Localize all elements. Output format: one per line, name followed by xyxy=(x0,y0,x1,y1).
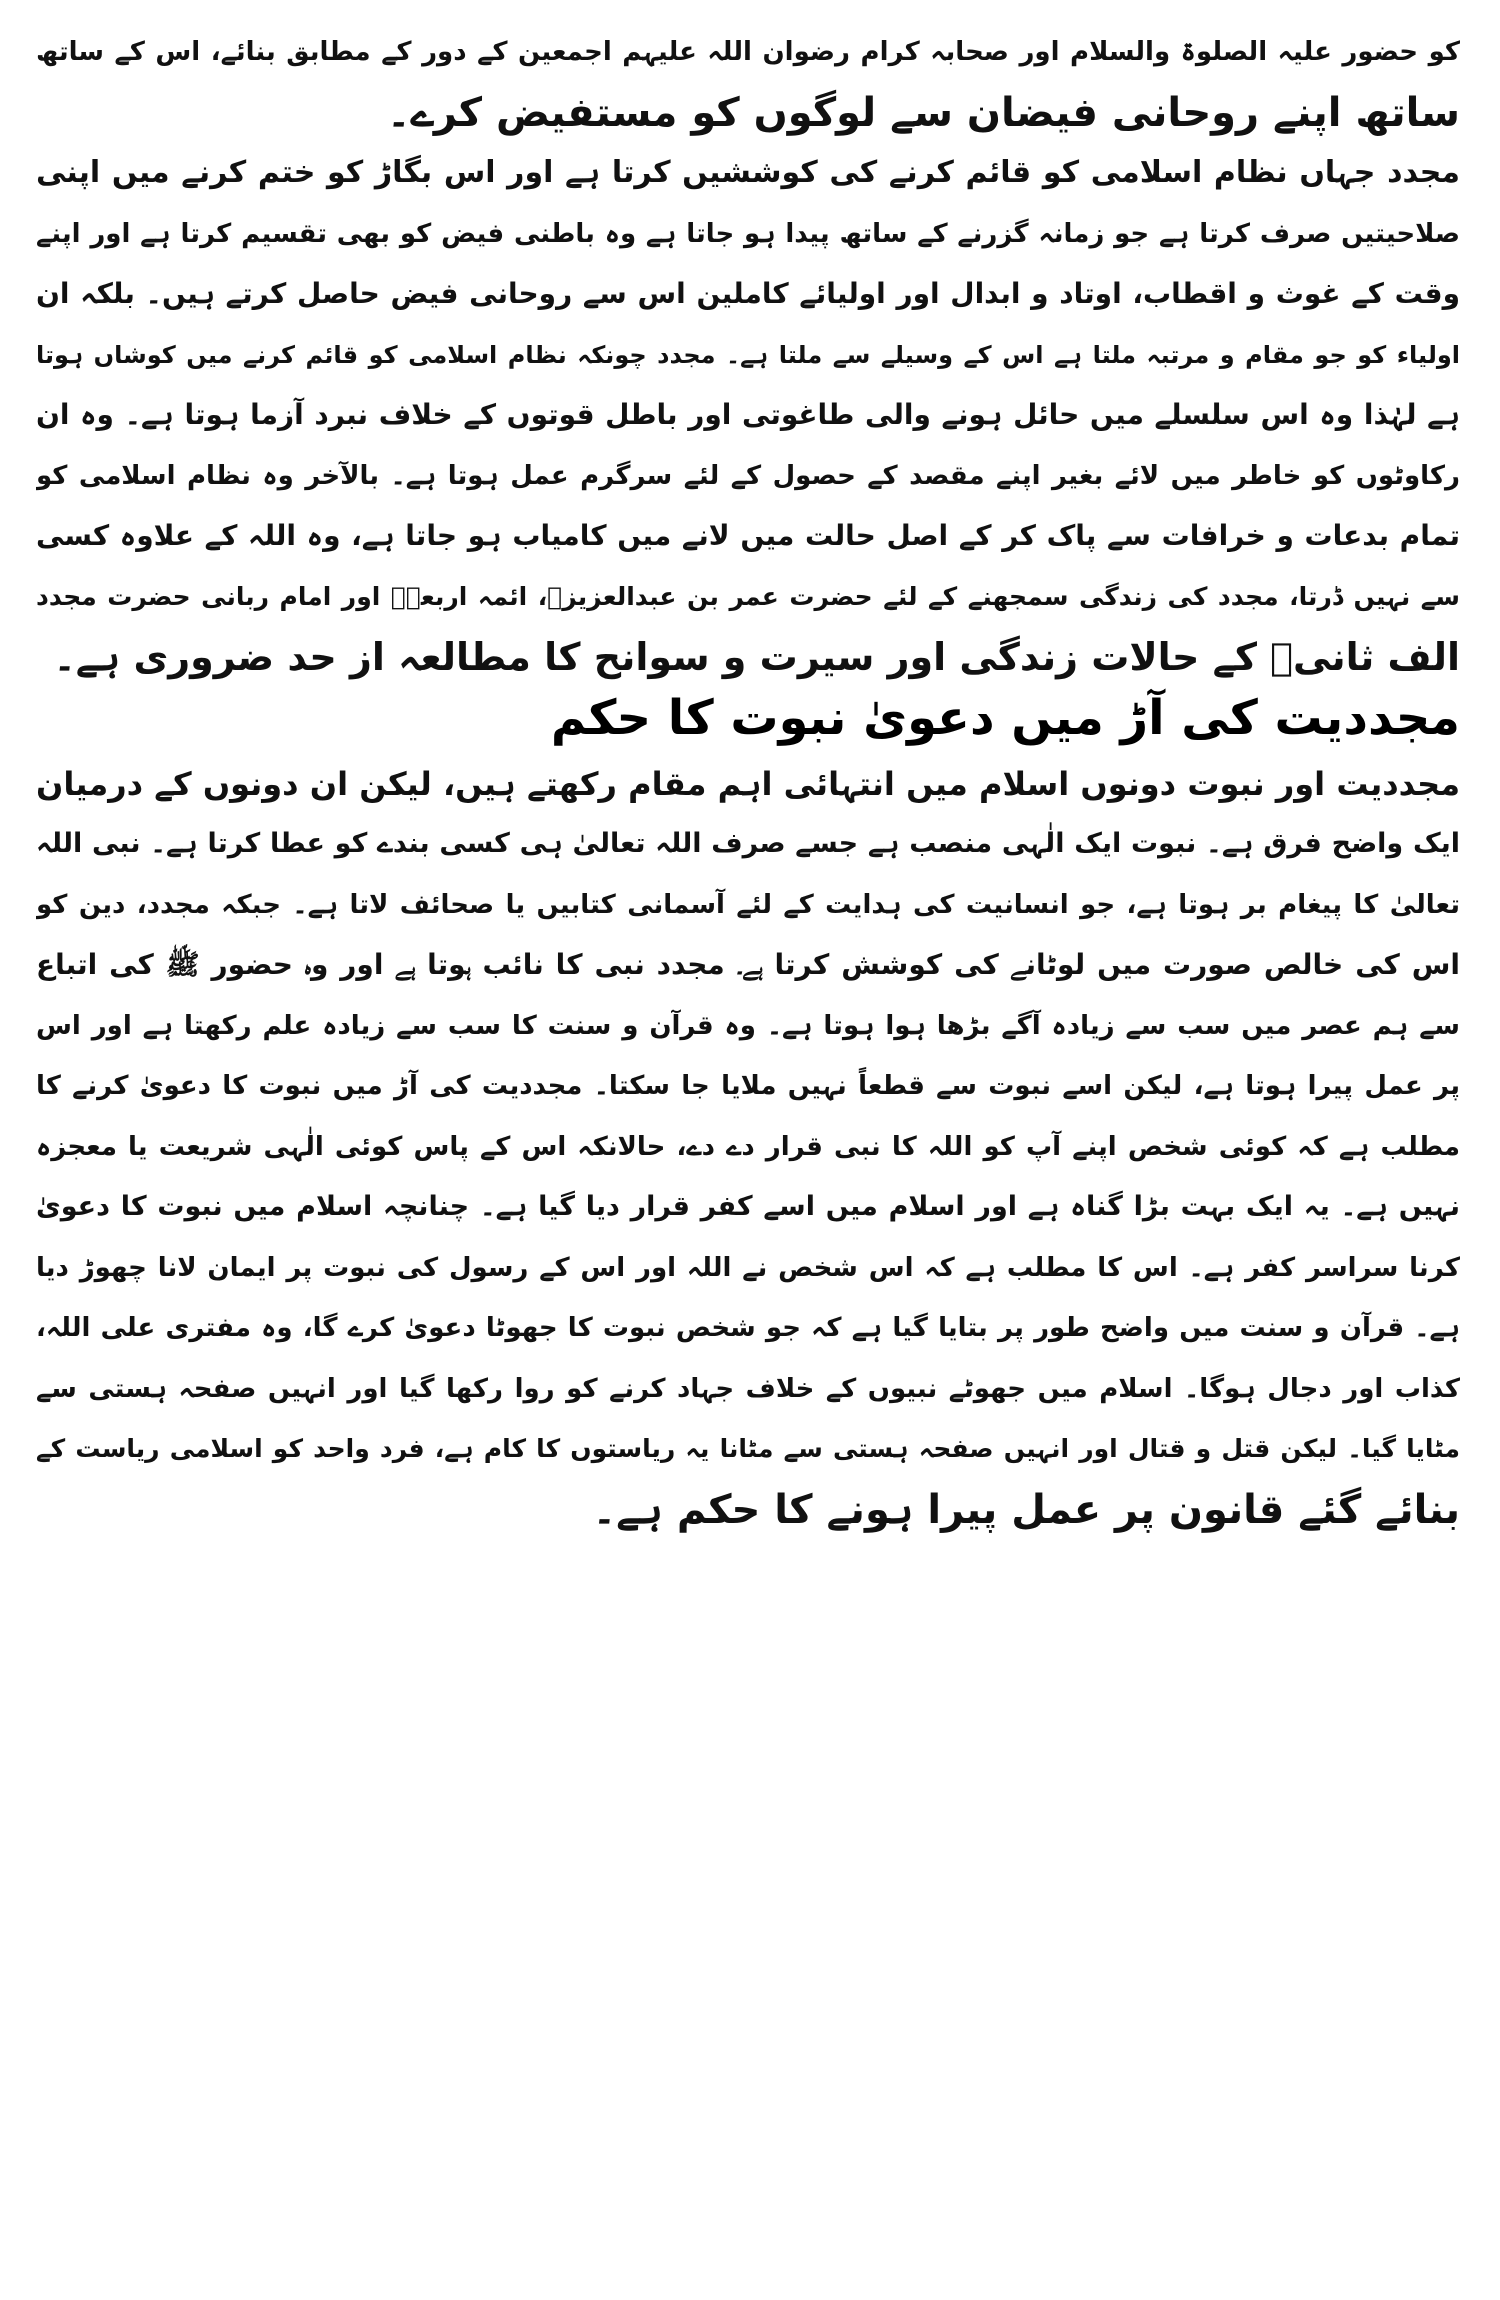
text-line: نہیں ہے۔ یہ ایک بہت بڑا گناہ ہے اور اسلام میں اسے کفر قرار دیا گیا ہے۔ چنانچہ اسلام میں نبوت کا دعویٰ xyxy=(36,1191,1460,1222)
text-line: سے نہیں ڈرتا، مجدد کی زندگی سمجھنے کے لئے حضرت عمر بن عبدالعزیزؒ، ائمہ اربعہؒ اور امام ربانی حضرت مجدد xyxy=(36,581,1460,611)
text-line: ایک واضح فرق ہے۔ نبوت ایک الٰہی منصب ہے جسے صرف اللہ تعالیٰ ہی کسی بندے کو عطا کرتا ہے۔ نبی اللہ xyxy=(36,828,1460,859)
text-line: تمام بدعات و خرافات سے پاک کر کے اصل حالت میں لانے میں کامیاب ہو جاتا ہے، وہ اللہ کے علاوہ کسی xyxy=(36,519,1460,552)
text-line: کو حضور علیہ الصلوۃ والسلام اور صحابہ کرام رضوان اللہ علیہم اجمعین کے دور کے مطابق بنائے، اس کے ساتھ xyxy=(36,37,1460,67)
text-line: اولیاء کو جو مقام و مرتبہ ملتا ہے اس کے وسیلے سے ملتا ہے۔ مجدد چونکہ نظام اسلامی کو قائم کرنے میں کوشاں ہوتا xyxy=(36,340,1460,369)
text-line: تعالیٰ کا پیغام بر ہوتا ہے، جو انسانیت کی ہدایت کے لئے آسمانی کتابیں یا صحائف لاتا ہے۔ جبکہ مجدد، دین کو xyxy=(36,889,1460,920)
text-line: وقت کے غوث و اقطاب، اوتاد و ابدال اور اولیائے کاملین اس سے روحانی فیض حاصل کرتے ہیں۔ بلکہ ان xyxy=(36,277,1460,310)
text-line: کرنا سراسر کفر ہے۔ اس کا مطلب ہے کہ اس شخص نے اللہ اور اس کے رسول کی نبوت پر ایمان لانا چھوڑ دیا xyxy=(36,1252,1460,1283)
text-line: ہے۔ قرآن و سنت میں واضح طور پر بتایا گیا ہے کہ جو شخص نبوت کا جھوٹا دعویٰ کرے گا، وہ مفتری علی اللہ، xyxy=(36,1313,1460,1343)
text-line: مطلب ہے کہ کوئی شخص اپنے آپ کو اللہ کا نبی قرار دے دے، حالانکہ اس کے پاس کوئی الٰہی شریعت یا معجزہ xyxy=(36,1131,1460,1162)
text-line: سے ہم عصر میں سب سے زیادہ آگے بڑھا ہوا ہوتا ہے۔ وہ قرآن و سنت کا سب سے زیادہ علم رکھتا ہے اور اس xyxy=(36,1010,1460,1041)
paragraph xyxy=(36,143,1460,688)
section-heading: مجددیت کی آڑ میں دعویٰ نبوت کا حکم xyxy=(550,689,1460,746)
text-line: ساتھ اپنے روحانی فیضان سے لوگوں کو مستفیض کرے۔ xyxy=(387,89,1460,136)
paragraph xyxy=(36,22,1460,143)
text-line: مٹایا گیا۔ لیکن قتل و قتال اور انہیں صفحہ ہستی سے مٹانا یہ ریاستوں کا کام ہے، فرد واحد کو اسلامی ریاست کے xyxy=(36,1434,1460,1463)
text-line: مجدد جہاں نظام اسلامی کو قائم کرنے کی کوششیں کرتا ہے اور اس بگاڑ کو ختم کرنے میں اپنی xyxy=(36,155,1460,190)
paragraph xyxy=(36,754,1460,1541)
text-line: پر عمل پیرا ہوتا ہے، لیکن اسے نبوت سے قطعاً نہیں ملایا جا سکتا۔ مجددیت کی آڑ میں نبوت کا دعویٰ کرنے کا xyxy=(36,1071,1460,1101)
text-line: بنائے گئے قانون پر عمل پیرا ہونے کا حکم ہے۔ xyxy=(592,1486,1460,1533)
text-line: الف ثانیؒ کے حالات زندگی اور سیرت و سوانح کا مطالعہ از حد ضروری ہے۔ xyxy=(53,635,1460,679)
text-line: ہے لہٰذا وہ اس سلسلے میں حائل ہونے والی طاغوتی اور باطل قوتوں کے خلاف نبرد آزما ہوتا ہے۔ وہ ان xyxy=(36,398,1460,431)
text-line: مجددیت اور نبوت دونوں اسلام میں انتہائی اہم مقام رکھتے ہیں، لیکن ان دونوں کے درمیان xyxy=(36,764,1460,803)
text-line: کذاب اور دجال ہوگا۔ اسلام میں جھوٹے نبیوں کے خلاف جہاد کرنے کو روا رکھا گیا اور انہیں صفحہ ہستی سے xyxy=(36,1373,1460,1404)
text-line: رکاوٹوں کو خاطر میں لائے بغیر اپنے مقصد کے حصول کے لئے سرگرم عمل ہوتا ہے۔ بالآخر وہ نظام اسلامی کو xyxy=(36,460,1460,491)
text-line: اس کی خالص صورت میں لوٹانے کی کوشش کرتا ہے۔ مجدد نبی کا نائب ہوتا ہے اور وہ حضور ﷺ کی اتباع xyxy=(36,948,1460,981)
text-line: صلاحیتیں صرف کرتا ہے جو زمانہ گزرنے کے ساتھ پیدا ہو جاتا ہے وہ باطنی فیض کو بھی تقسیم کرتا ہے اور اپنے xyxy=(36,218,1460,249)
